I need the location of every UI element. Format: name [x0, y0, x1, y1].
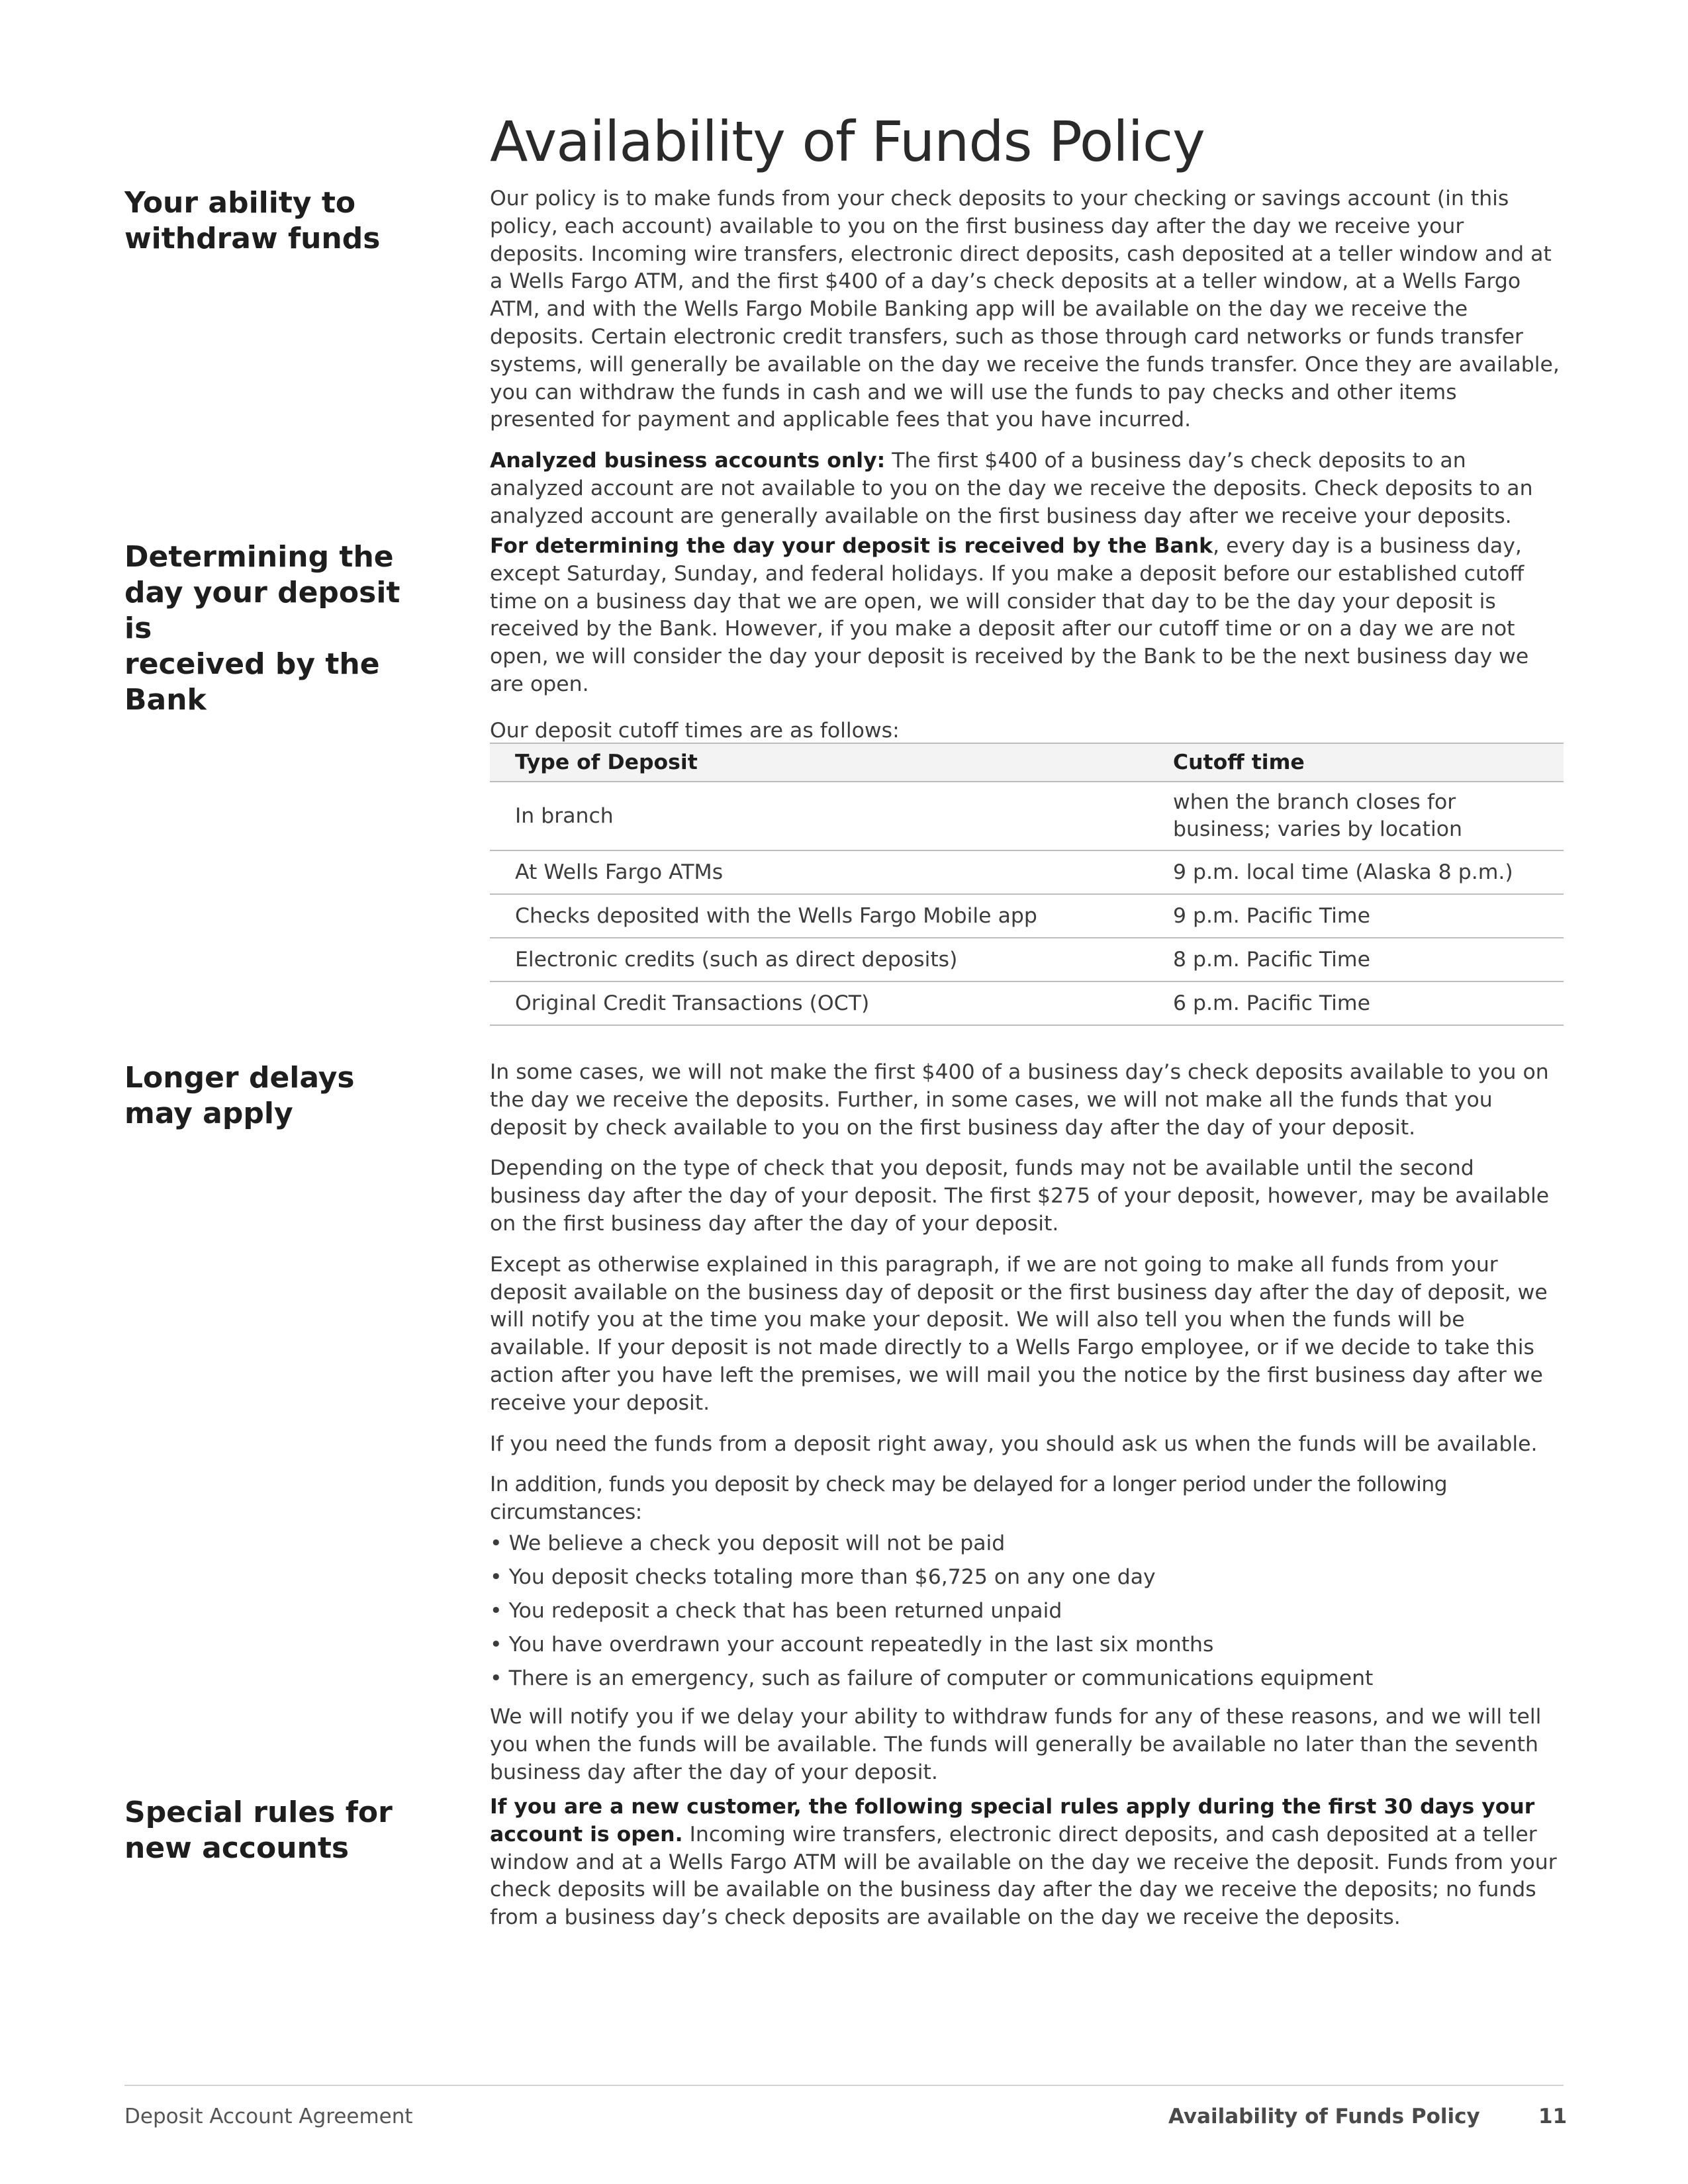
list-item: • You redeposit a check that has been returned unpaid: [490, 1598, 1062, 1623]
section-body-determining: [490, 533, 1562, 745]
table-row: [490, 938, 1564, 981]
table-cell: when the branch closes for business; varies by location: [1148, 782, 1564, 850]
ability-paragraph-2: [490, 447, 1562, 530]
heading-line: received by the Bank: [124, 647, 380, 717]
heading-line: may apply: [124, 1097, 293, 1130]
section-heading-special-rules: [124, 1795, 422, 1866]
heading-line: Determining the: [124, 540, 394, 574]
footer-page-number: 11: [1538, 2105, 1568, 2128]
list-item: • There is an emergency, such as failure of computer or communications equipment: [490, 1666, 1374, 1690]
table-cell: 9 p.m. local time (Alaska 8 p.m.): [1148, 850, 1564, 894]
section-heading-determining: [124, 539, 422, 718]
special-paragraph-1: [490, 1794, 1562, 1932]
table-cell: 6 p.m. Pacific Time: [1148, 981, 1564, 1025]
table-header-row: [490, 743, 1564, 782]
list-item: • You have overdrawn your account repeatedly in the last six months: [490, 1632, 1214, 1657]
section-body-ability: [490, 185, 1562, 531]
table-cell: 9 p.m. Pacific Time: [1148, 894, 1564, 938]
determining-paragraph-1: [490, 533, 1562, 699]
section-body-special-rules: [490, 1794, 1562, 1932]
ability-paragraph-2-bold: Analyzed business accounts only:: [490, 449, 886, 473]
ability-paragraph-2-text: The first $400 of a business day’s check deposits to an analyzed account are not available to you on the day we receive the deposits. Check deposits to an analyzed account are generally available on the first business day after we receive your deposits.: [490, 449, 1533, 528]
circumstances-list: [490, 1527, 1562, 1696]
footer-divider: [124, 2085, 1564, 2086]
section-heading-ability: [124, 185, 422, 257]
determining-paragraph-1-bold: For determining the day your deposit is received by the Bank: [490, 534, 1213, 558]
table-cell: Electronic credits (such as direct deposits): [490, 938, 1148, 981]
determining-paragraph-2: Our deposit cutoff times are as follows:: [490, 718, 900, 743]
longer-paragraph-2: Depending on the type of check that you deposit, funds may not be available until the second business day after the day of your deposit. The first $275 of your deposit, however, may be available on the first business day after the day of your deposit.: [490, 1156, 1550, 1236]
heading-line: Special rules for: [124, 1796, 393, 1829]
table-row: [490, 850, 1564, 894]
table-cell: 8 p.m. Pacific Time: [1148, 938, 1564, 981]
table-row: [490, 782, 1564, 850]
table-row: [490, 981, 1564, 1025]
page-title: Availability of Funds Policy: [490, 109, 1205, 174]
longer-paragraph-5: In addition, funds you deposit by check may be delayed for a longer period under the following circumstances:: [490, 1473, 1448, 1525]
heading-line: withdraw funds: [124, 222, 381, 255]
heading-line: Your ability to: [124, 186, 356, 220]
heading-line: new accounts: [124, 1831, 350, 1865]
heading-line: day your deposit is: [124, 576, 400, 645]
list-item: • You deposit checks totaling more than $6,725 on any one day: [490, 1565, 1156, 1589]
table-cell: At Wells Fargo ATMs: [490, 850, 1148, 894]
table-header-type: Type of Deposit: [490, 743, 1148, 782]
longer-paragraph-4: If you need the funds from a deposit right away, you should ask us when the funds will be available.: [490, 1432, 1538, 1456]
list-item: • We believe a check you deposit will not be paid: [490, 1531, 1006, 1555]
section-body-longer-delays: [490, 1059, 1562, 1786]
determining-paragraph-1-text: , every day is a business day, except Saturday, Sunday, and federal holidays. If you make a deposit before our established cutoff time on a business day that we are open, we will consider that day to be the day your deposit is received by the Bank. However, if you make a deposit after our cutoff time or on a day we are not open, we will consider the day your deposit is received by the Bank to be the next business day we are open.: [490, 534, 1529, 696]
heading-line: Longer delays: [124, 1061, 355, 1095]
table-cell: Original Credit Transactions (OCT): [490, 981, 1148, 1025]
longer-paragraph-3: Except as otherwise explained in this paragraph, if we are not going to make all funds from your deposit available on the business day of deposit or the first business day after the day of deposit, we will notify you at the time you make your deposit. We will also tell you when the funds will be available. If your deposit is not made directly to a Wells Fargo employee, or if we decide to take this action after you have left the premises, we will mail you the notice by the first business day after we receive your deposit.: [490, 1252, 1548, 1415]
section-heading-longer-delays: [124, 1060, 422, 1132]
table-row: [490, 894, 1564, 938]
table-header-cutoff: Cutoff time: [1148, 743, 1564, 782]
ability-paragraph-1: Our policy is to make funds from your check deposits to your checking or savings account (in this policy, each account) available to you on the first business day after the day we receive your deposits. Incoming wire transfers, electronic direct deposits, cash deposited at a teller window and at a Wells Fargo ATM, and the first $400 of a day’s check deposits at a teller window, at a Wells Fargo ATM, and with the Wells Fargo Mobile Banking app will be available on the day we receive the deposits. Certain electronic credit transfers, such as those through card networks or funds transfer systems, will generally be available on the day we receive the funds transfer. Once they are available, you can withdraw the funds in cash and we will use the funds to pay checks and other items presented for payment and applicable fees that you have incurred.: [490, 187, 1560, 432]
footer-section-name: Availability of Funds Policy: [1168, 2105, 1480, 2128]
footer-document-name: Deposit Account Agreement: [124, 2105, 413, 2128]
table-cell: Checks deposited with the Wells Fargo Mobile app: [490, 894, 1148, 938]
special-paragraph-1-text: Incoming wire transfers, electronic direct deposits, and cash deposited at a teller window and at a Wells Fargo ATM will be available on the day we receive the deposit. Funds from your check deposits will be available on the business day after the day we receive the deposits; no funds from a business day’s check deposits are available on the day we receive the deposits.: [490, 1822, 1557, 1930]
longer-paragraph-6: We will notify you if we delay your ability to withdraw funds for any of these reasons, and we will tell you when the funds will be available. The funds will generally be available no later than the seventh business day after the day of your deposit.: [490, 1704, 1542, 1784]
table-cell: In branch: [490, 782, 1148, 850]
cutoff-times-table: [490, 743, 1564, 1026]
special-paragraph-1-bold: If you are a new customer, the following special rules apply during the first 30 days your account is open.: [490, 1795, 1535, 1846]
longer-paragraph-1: In some cases, we will not make the first $400 of a business day’s check deposits available to you on the day we receive the deposits. Further, in some cases, we will not make all the funds that you deposit by check available to you on the first business day after the day of your deposit.: [490, 1060, 1549, 1140]
